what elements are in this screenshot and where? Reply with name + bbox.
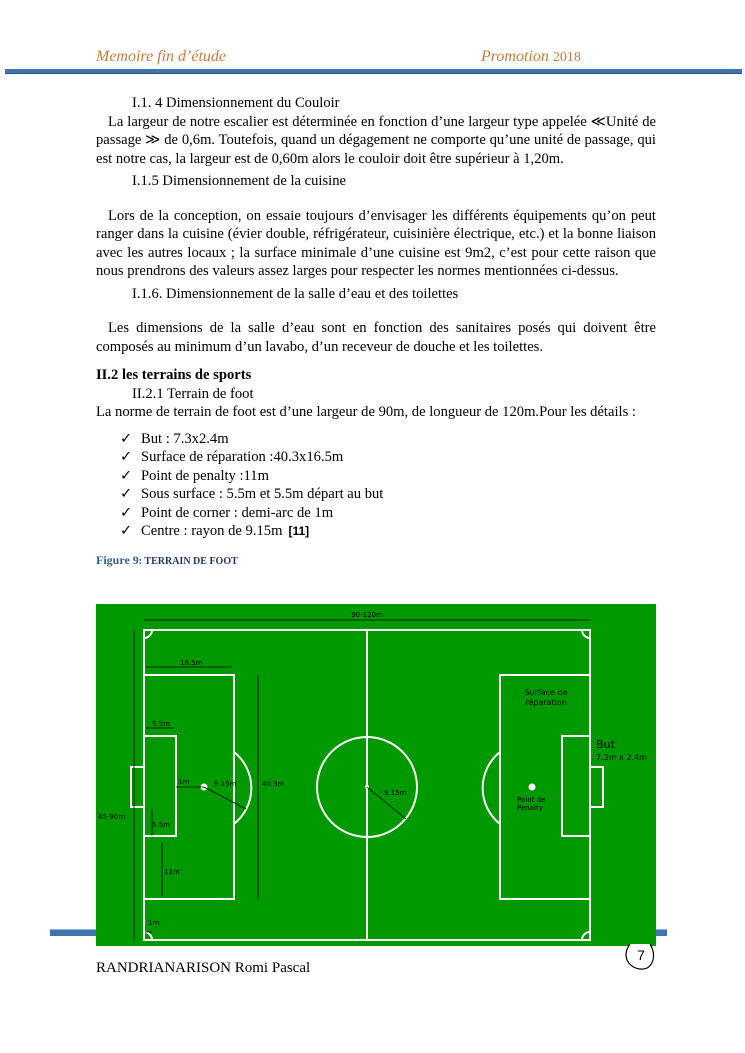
left-goal: [131, 767, 144, 807]
list-item: [120, 430, 656, 449]
right-goal-area: [562, 736, 590, 836]
one-m-label: 1m: [178, 778, 190, 786]
area-width-label: 40.3m: [262, 780, 285, 788]
surface-label-line2: réparation: [525, 698, 567, 707]
list-item: [120, 504, 656, 523]
list-item-text: Point de corner : demi-arc de 1m: [141, 504, 334, 521]
section-heading-terrain-foot: II.2.1 Terrain de foot: [132, 385, 254, 402]
goal-area-side-label: 5.5m: [152, 821, 170, 829]
list-item-text: Point de penalty :11m: [141, 467, 269, 484]
figure-caption-label: Figure 9: [96, 552, 139, 567]
right-penalty-spot: [529, 784, 536, 791]
paragraph-couloir: La largeur de notre escalier est déterminée en fonction d’une largeur type appelée ≪Unité de passage ≫ de 0,6m. Toutefois, quand un dégagement ne comporte qu’une unité de passage, qui est notre cas, la largeur est de 0,60m alors le couloir doit être supérieur à 1,20m.: [96, 113, 656, 167]
check-icon: ✓: [120, 504, 133, 521]
penalty-label-line1: Point de: [517, 796, 546, 804]
section-heading-salle-eau: I.1.6. Dimensionnement de la salle d’eau et des toilettes: [132, 285, 459, 302]
checklist: [96, 430, 656, 541]
section-heading-terrains: II.2 les terrains de sports: [96, 367, 252, 383]
check-icon: ✓: [120, 430, 133, 447]
page-number: 7: [637, 947, 645, 963]
check-icon: ✓: [120, 523, 133, 539]
header-rule: [5, 69, 742, 74]
center-radius-label: 9.15m: [384, 789, 407, 797]
header-thesis-title: Memoire fin d’étude: [96, 48, 227, 65]
right-penalty-area: [500, 675, 590, 899]
corner-arc: [144, 932, 152, 940]
list-item: [120, 522, 656, 541]
citation-ref: [11]: [288, 524, 310, 538]
section-heading-cuisine: I.1.5 Dimensionnement de la cuisine: [132, 173, 346, 189]
list-item-text: Sous surface : 5.5m et 5.5m départ au but: [141, 486, 384, 502]
list-item: [120, 448, 656, 467]
figure-caption-title: : TERRAIN DE FOOT: [138, 555, 238, 567]
list-item-text: Centre : rayon de 9.15m: [141, 523, 283, 539]
page-number-badge: [622, 940, 656, 972]
paragraph-terrain-foot: La norme de terrain de foot est d’une largeur de 90m, de longueur de 120m.Pour les détails :: [96, 404, 636, 420]
list-item-text: But : 7.3x2.4m: [141, 430, 229, 447]
paragraph-salle-eau: Les dimensions de la salle d’eau sont en fonction des sanitaires posés qui doivent être composés au minimum d’un lavabo, d’un receveur de douche et les toilettes.: [96, 320, 656, 355]
penalty-distance-label: 11m: [164, 868, 180, 876]
field-svg: [96, 604, 656, 946]
footer-author: RANDRIANARISON Romi Pascal: [96, 960, 311, 976]
left-penalty-arc: [234, 752, 251, 824]
arc-radius-line: [204, 787, 246, 809]
list-item: [120, 485, 656, 504]
header-promotion: [481, 48, 581, 66]
but-dims-label: 7.3m x 2.4m: [596, 753, 647, 762]
corner-arc: [582, 932, 590, 940]
corner-arc: [582, 630, 590, 638]
corner-label: 1m: [148, 919, 160, 927]
document-body: [96, 94, 656, 571]
header-year: 2018: [552, 50, 581, 65]
area-depth-label: 16.5m: [180, 659, 203, 667]
section-heading-couloir: I.1. 4 Dimensionnement du Couloir: [132, 95, 340, 111]
arc-radius-label: 9.15m: [214, 780, 237, 788]
list-item-text: Surface de réparation :40.3x16.5m: [141, 449, 344, 465]
length-label: 90-120m: [351, 611, 383, 619]
surface-label-line1: Surface de: [524, 688, 568, 697]
check-icon: ✓: [120, 449, 133, 465]
header-promotion-label: Promotion: [481, 48, 549, 65]
list-item: [120, 467, 656, 486]
but-label: But: [596, 738, 615, 751]
penalty-label-line2: Penalty: [517, 804, 543, 812]
check-icon: ✓: [120, 486, 133, 502]
check-icon: ✓: [120, 467, 133, 484]
paragraph-cuisine: Lors de la conception, on essaie toujours d’envisager les différents équipements qu’on peut ranger dans la cuisine (évier double, réfrigérateur, cuisinière électrique, etc.) et la bonne liaison avec les autres locaux ; la surface minimale d’une cuisine est 9m2, c’est pour cette raison que nous prendrons des valeurs assez larges pour respecter les normes mentionnées ci-dessus.: [96, 207, 656, 279]
goal-area-label: 5.5m: [152, 720, 170, 728]
right-goal: [590, 767, 603, 807]
width-label: 45-90m: [98, 813, 126, 821]
corner-arc: [144, 630, 152, 638]
football-field-diagram: [96, 604, 656, 946]
right-penalty-arc: [483, 752, 500, 824]
figure-caption: [96, 551, 656, 572]
